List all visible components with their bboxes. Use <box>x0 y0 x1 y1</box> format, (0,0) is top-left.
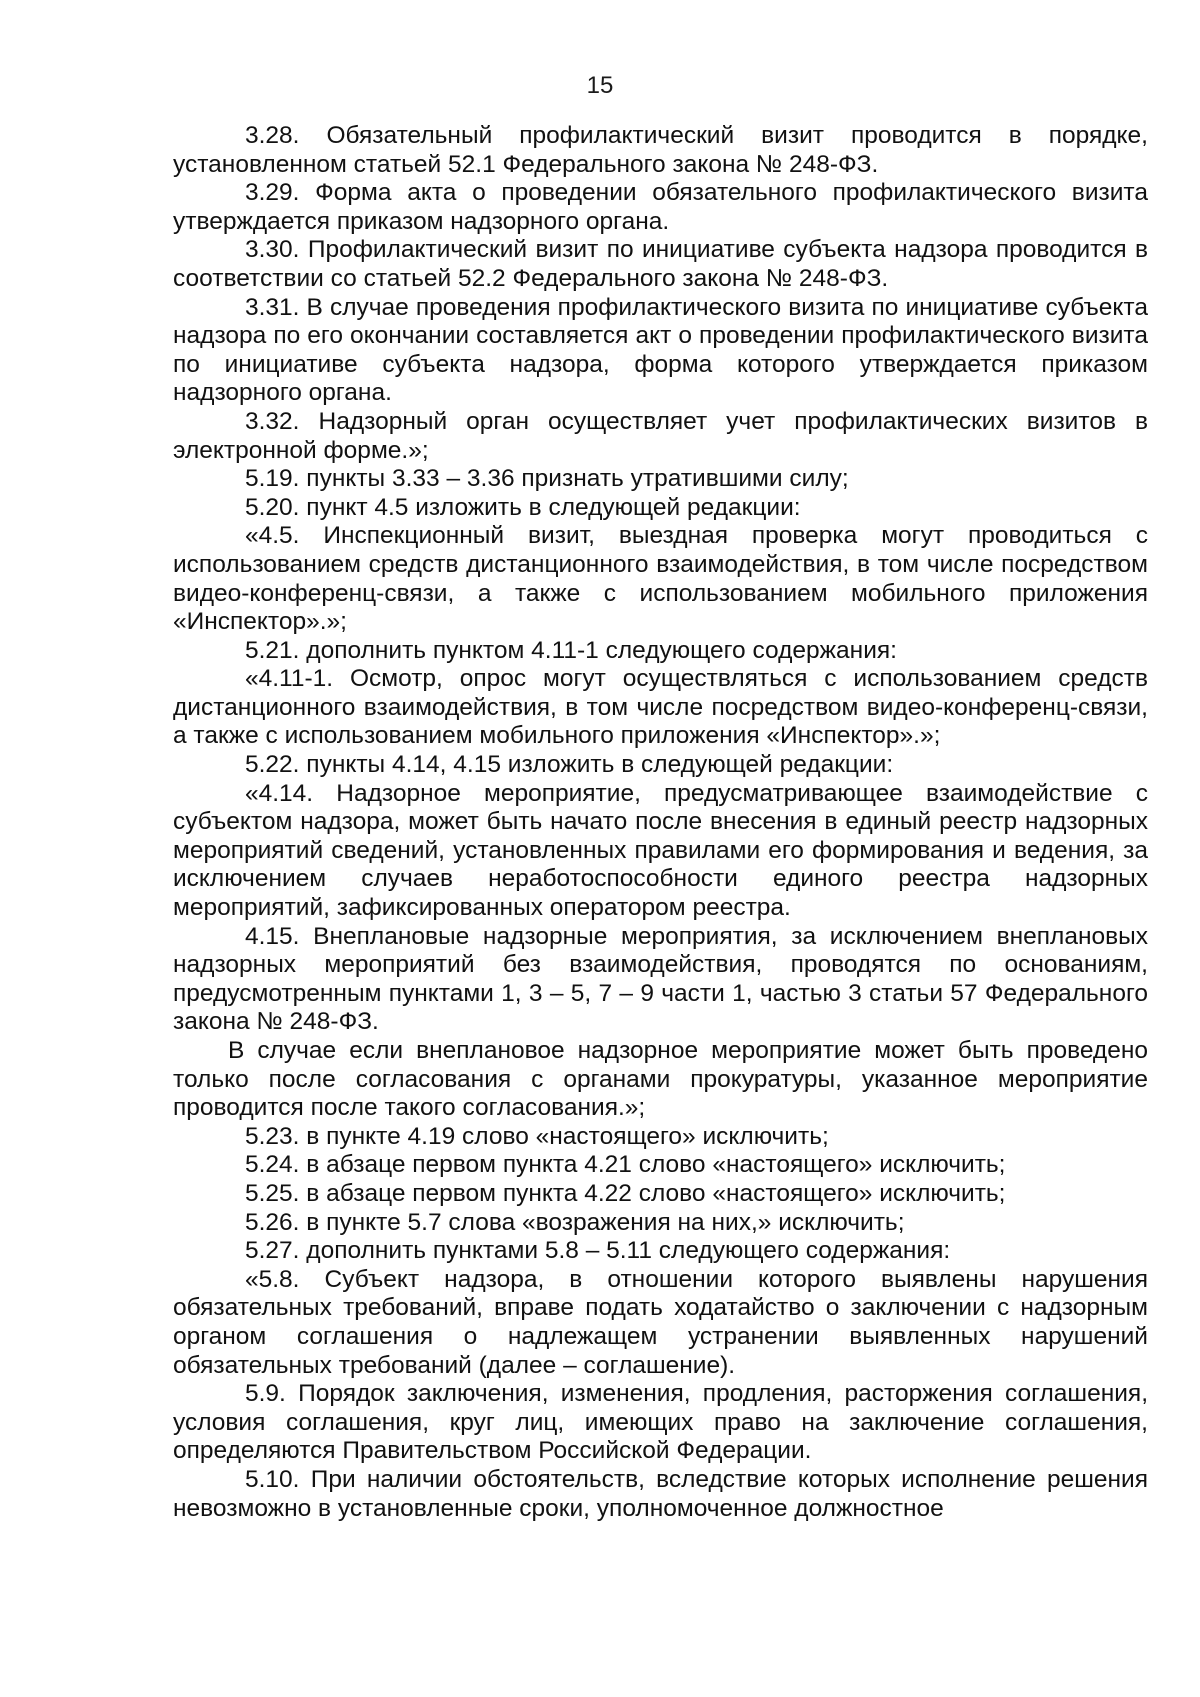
paragraph-5-24: 5.24. в абзаце первом пункта 4.21 слово «настоящего» исключить; <box>245 1151 1006 1179</box>
paragraph-3-30: 3.30. Профилактический визит по инициативе субъекта надзора проводится в соответствии со статьей 52.2 Федерального закона № 248-ФЗ. <box>173 236 1148 292</box>
page-number: 15 <box>586 72 614 99</box>
paragraph-3-31: 3.31. В случае проведения профилактического визита по инициативе субъекта надзора по его окончании составляется акт о проведении профилактического визита по инициативе субъекта надзора, форма которого утверждается приказом надзорного органа. <box>173 293 1148 407</box>
paragraph-5-10: 5.10. При наличии обстоятельств, вследствие которых исполнение решения невозможно в установленные сроки, уполномоченное должностное <box>173 1465 1148 1522</box>
paragraph-4-5: «4.5. Инспекционный визит, выездная проверка могут проводиться с использованием средств дистанционного взаимодействия, в том числе посредством видео-конференц-связи, а также с использованием мобильного приложения «Инспектор».»; <box>173 522 1148 636</box>
paragraph-4-15: 4.15. Внеплановые надзорные мероприятия, за исключением внеплановых надзорных мероприятий без взаимодействия, проводятся по основаниям, предусмотренным пунктами 1, 3 – 5, 7 – 9 части 1, частью 3 статьи 57 Федерального закона № 248-ФЗ. <box>173 922 1148 1036</box>
paragraph-5-23: 5.23. в пункте 4.19 слово «настоящего» исключить; <box>245 1122 829 1150</box>
paragraph-5-19: 5.19. пункты 3.33 – 3.36 признать утратившими силу; <box>245 465 849 493</box>
paragraph-4-14: «4.14. Надзорное мероприятие, предусматривающее взаимодействие с субъектом надзора, может быть начато после внесения в единый реестр надзорных мероприятий сведений, установленных правилами его формирования и ведения, за исключением случаев неработоспособности единого реестра надзорных мероприятий, зафиксированных оператором реестра. <box>173 779 1148 922</box>
paragraph-5-22: 5.22. пункты 4.14, 4.15 изложить в следующей редакции: <box>245 751 894 779</box>
document-body <box>173 122 1148 1523</box>
paragraph-5-26: 5.26. в пункте 5.7 слова «возражения на них,» исключить; <box>245 1208 905 1236</box>
paragraph-5-9: 5.9. Порядок заключения, изменения, продления, расторжения соглашения, условия соглашения, круг лиц, имеющих право на заключение соглашения, определяются Правительством Российской Федерации. <box>173 1380 1148 1465</box>
paragraph-5-20: 5.20. пункт 4.5 изложить в следующей редакции: <box>245 493 801 521</box>
paragraph-4-15-continued: В случае если внеплановое надзорное мероприятие может быть проведено только после согласования с органами прокуратуры, указанное мероприятие проводится после такого согласования.»; <box>173 1037 1148 1122</box>
paragraph-5-25: 5.25. в абзаце первом пункта 4.22 слово «настоящего» исключить; <box>245 1179 1006 1207</box>
paragraph-3-29: 3.29. Форма акта о проведении обязательного профилактического визита утверждается приказом надзорного органа. <box>173 179 1148 235</box>
paragraph-5-27: 5.27. дополнить пунктами 5.8 – 5.11 следующего содержания: <box>245 1237 951 1265</box>
paragraph-3-32: 3.32. Надзорный орган осуществляет учет профилактических визитов в электронной форме.»; <box>173 407 1148 464</box>
paragraph-5-8: «5.8. Субъект надзора, в отношении которого выявлены нарушения обязательных требований, вправе подать ходатайство о заключении с надзорным органом соглашения о надлежащем устранении выявленных нарушений обязательных требований (далее – соглашение). <box>173 1265 1148 1379</box>
paragraph-5-21: 5.21. дополнить пунктом 4.11-1 следующего содержания: <box>245 636 897 664</box>
paragraph-4-11-1: «4.11-1. Осмотр, опрос могут осуществляться с использованием средств дистанционного взаимодействия, в том числе посредством видео-конференц-связи, а также с использованием мобильного приложения «Инспектор».»; <box>173 665 1148 750</box>
paragraph-3-28: 3.28. Обязательный профилактический визит проводится в порядке, установленном статьей 52.1 Федерального закона № 248-ФЗ. <box>173 122 1148 178</box>
